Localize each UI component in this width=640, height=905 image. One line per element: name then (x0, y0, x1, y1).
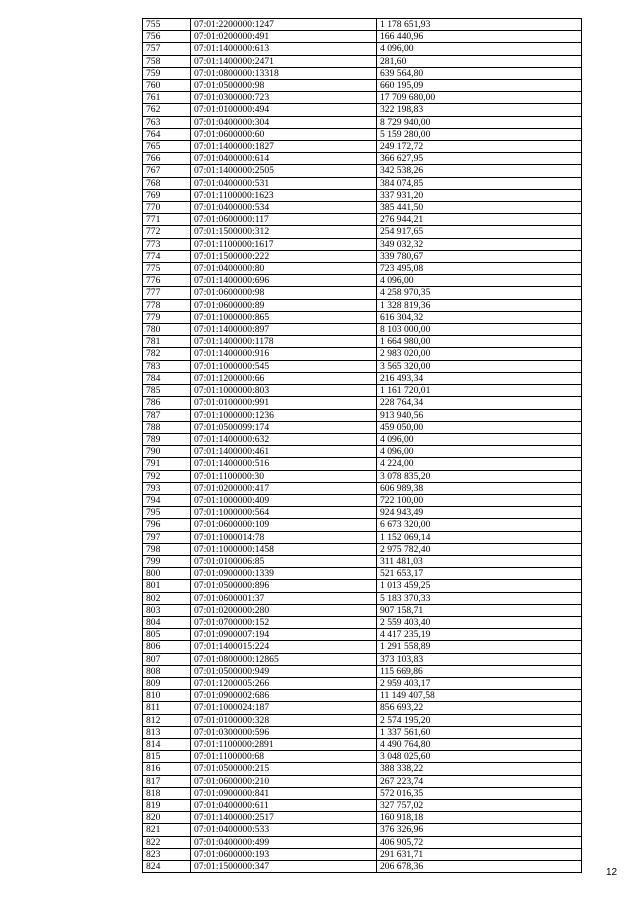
table-row (143, 702, 582, 714)
row-number: 767 (143, 165, 191, 177)
cadastral-number: 07:01:1400000:1178 (191, 336, 377, 348)
cadastral-number: 07:01:0400000:534 (191, 202, 377, 214)
table-row (143, 763, 582, 775)
row-number: 802 (143, 592, 191, 604)
row-number: 812 (143, 714, 191, 726)
table-row (143, 202, 582, 214)
table-row (143, 446, 582, 458)
cadastral-value: 3 565 320,00 (377, 360, 582, 372)
row-number: 789 (143, 433, 191, 445)
table-row (143, 165, 582, 177)
table-row (143, 421, 582, 433)
table-row (143, 214, 582, 226)
cadastral-value: 385 441,50 (377, 202, 582, 214)
table-row (143, 824, 582, 836)
cadastral-number: 07:01:0900000:841 (191, 787, 377, 799)
cadastral-number: 07:01:1000014:78 (191, 531, 377, 543)
cadastral-number: 07:01:0900007:194 (191, 629, 377, 641)
cadastral-number: 07:01:0100000:328 (191, 714, 377, 726)
row-number: 800 (143, 568, 191, 580)
row-number: 793 (143, 482, 191, 494)
cadastral-number: 07:01:1400000:613 (191, 43, 377, 55)
cadastral-number: 07:01:1500000:222 (191, 250, 377, 262)
cadastral-value: 924 943,49 (377, 507, 582, 519)
row-number: 783 (143, 360, 191, 372)
cadastral-value: 4 096,00 (377, 275, 582, 287)
row-number: 757 (143, 43, 191, 55)
cadastral-value: 267 223,74 (377, 775, 582, 787)
cadastral-number: 07:01:1000000:409 (191, 494, 377, 506)
cadastral-number: 07:01:0600000:89 (191, 299, 377, 311)
table-row (143, 128, 582, 140)
cadastral-number: 07:01:0600000:210 (191, 775, 377, 787)
table-row (143, 324, 582, 336)
cadastral-value: 2 975 782,40 (377, 543, 582, 555)
cadastral-number: 07:01:0500000:215 (191, 763, 377, 775)
cadastral-number: 07:01:0300000:596 (191, 726, 377, 738)
table-row (143, 43, 582, 55)
cadastral-number: 07:01:0700000:152 (191, 616, 377, 628)
cadastral-value: 4 096,00 (377, 446, 582, 458)
table-row (143, 177, 582, 189)
cadastral-value: 1 328 819,36 (377, 299, 582, 311)
row-number: 775 (143, 263, 191, 275)
table-row (143, 348, 582, 360)
cadastral-value: 1 664 980,00 (377, 336, 582, 348)
cadastral-number: 07:01:1400000:632 (191, 433, 377, 445)
cadastral-value: 322 198,83 (377, 104, 582, 116)
cadastral-value: 8 729 940,00 (377, 116, 582, 128)
row-number: 766 (143, 153, 191, 165)
table-row (143, 580, 582, 592)
row-number: 779 (143, 311, 191, 323)
cadastral-value: 281,60 (377, 55, 582, 67)
cadastral-number: 07:01:1200005:266 (191, 677, 377, 689)
table-row (143, 568, 582, 580)
cadastral-value: 459 050,00 (377, 421, 582, 433)
row-number: 756 (143, 31, 191, 43)
row-number: 763 (143, 116, 191, 128)
cadastral-number: 07:01:0500000:98 (191, 80, 377, 92)
cadastral-number: 07:01:2200000:1247 (191, 19, 377, 31)
row-number: 801 (143, 580, 191, 592)
cadastral-value: 4 490 764,80 (377, 738, 582, 750)
cadastral-number: 07:01:0400000:531 (191, 177, 377, 189)
cadastral-value: 311 481,03 (377, 555, 582, 567)
cadastral-number: 07:01:1400000:2471 (191, 55, 377, 67)
cadastral-value: 3 078 835,20 (377, 470, 582, 482)
cadastral-value: 1 013 459,25 (377, 580, 582, 592)
cadastral-number: 07:01:0600000:98 (191, 287, 377, 299)
table-row (143, 238, 582, 250)
cadastral-value: 572 016,35 (377, 787, 582, 799)
cadastral-number: 07:01:0400000:499 (191, 836, 377, 848)
row-number: 795 (143, 507, 191, 519)
row-number: 805 (143, 629, 191, 641)
row-number: 780 (143, 324, 191, 336)
row-number: 823 (143, 848, 191, 860)
row-number: 760 (143, 80, 191, 92)
table-row (143, 116, 582, 128)
cadastral-value: 723 495,08 (377, 263, 582, 275)
table-row (143, 55, 582, 67)
table-row (143, 848, 582, 860)
cadastral-number: 07:01:0200000:280 (191, 604, 377, 616)
row-number: 755 (143, 19, 191, 31)
cadastral-number: 07:01:1000000:1458 (191, 543, 377, 555)
table-row (143, 836, 582, 848)
row-number: 761 (143, 92, 191, 104)
row-number: 778 (143, 299, 191, 311)
table-row (143, 690, 582, 702)
table-body (143, 19, 582, 873)
cadastral-value: 4 258 970,35 (377, 287, 582, 299)
cadastral-value: 6 673 320,00 (377, 519, 582, 531)
table-row (143, 677, 582, 689)
cadastral-number: 07:01:0400000:611 (191, 800, 377, 812)
table-row (143, 104, 582, 116)
table-row (143, 92, 582, 104)
cadastral-number: 07:01:0800000:12865 (191, 653, 377, 665)
cadastral-number: 07:01:0200000:417 (191, 482, 377, 494)
cadastral-number: 07:01:1400000:1827 (191, 141, 377, 153)
table-row (143, 665, 582, 677)
row-number: 809 (143, 677, 191, 689)
row-number: 768 (143, 177, 191, 189)
row-number: 786 (143, 397, 191, 409)
table-row (143, 641, 582, 653)
cadastral-value: 8 103 000,00 (377, 324, 582, 336)
cadastral-number: 07:01:1100000:1623 (191, 189, 377, 201)
table-row (143, 189, 582, 201)
cadastral-value: 2 959 403,17 (377, 677, 582, 689)
row-number: 796 (143, 519, 191, 531)
cadastral-number: 07:01:0600000:109 (191, 519, 377, 531)
table-row (143, 507, 582, 519)
table-row (143, 812, 582, 824)
table-row (143, 80, 582, 92)
cadastral-number: 07:01:1000000:545 (191, 360, 377, 372)
row-number: 785 (143, 385, 191, 397)
row-number: 765 (143, 141, 191, 153)
cadastral-number: 07:01:1000000:1236 (191, 409, 377, 421)
page-number: 12 (606, 867, 618, 878)
row-number: 759 (143, 67, 191, 79)
table-row (143, 250, 582, 262)
cadastral-value: 1 337 561,60 (377, 726, 582, 738)
cadastral-number: 07:01:1000000:803 (191, 385, 377, 397)
table-row (143, 372, 582, 384)
cadastral-number: 07:01:0600000:117 (191, 214, 377, 226)
table-row (143, 19, 582, 31)
row-number: 774 (143, 250, 191, 262)
row-number: 790 (143, 446, 191, 458)
table-row (143, 726, 582, 738)
cadastral-number: 07:01:1100000:68 (191, 751, 377, 763)
table-row (143, 482, 582, 494)
cadastral-number: 07:01:1400000:461 (191, 446, 377, 458)
cadastral-number: 07:01:1400000:916 (191, 348, 377, 360)
row-number: 813 (143, 726, 191, 738)
cadastral-value: 254 917,65 (377, 226, 582, 238)
row-number: 792 (143, 470, 191, 482)
cadastral-value: 291 631,71 (377, 848, 582, 860)
cadastral-value: 384 074,85 (377, 177, 582, 189)
cadastral-number: 07:01:1400000:2505 (191, 165, 377, 177)
cadastral-value: 2 559 403,40 (377, 616, 582, 628)
table-row (143, 336, 582, 348)
cadastral-value: 616 304,32 (377, 311, 582, 323)
cadastral-value: 327 757,02 (377, 800, 582, 812)
cadastral-value: 115 669,86 (377, 665, 582, 677)
cadastral-value: 406 905,72 (377, 836, 582, 848)
row-number: 777 (143, 287, 191, 299)
cadastral-value: 228 764,34 (377, 397, 582, 409)
row-number: 811 (143, 702, 191, 714)
table-row (143, 543, 582, 555)
cadastral-number: 07:01:1000000:865 (191, 311, 377, 323)
row-number: 797 (143, 531, 191, 543)
row-number: 824 (143, 861, 191, 873)
cadastral-value: 856 693,22 (377, 702, 582, 714)
cadastral-value: 349 032,32 (377, 238, 582, 250)
cadastral-number: 07:01:1100000:2891 (191, 738, 377, 750)
cadastral-number: 07:01:1000024:187 (191, 702, 377, 714)
row-number: 781 (143, 336, 191, 348)
table-row (143, 385, 582, 397)
row-number: 770 (143, 202, 191, 214)
cadastral-value: 276 944,21 (377, 214, 582, 226)
cadastral-number: 07:01:0600000:193 (191, 848, 377, 860)
row-number: 788 (143, 421, 191, 433)
cadastral-value: 373 103,83 (377, 653, 582, 665)
table-row (143, 360, 582, 372)
cadastral-value: 17 709 680,00 (377, 92, 582, 104)
row-number: 787 (143, 409, 191, 421)
cadastral-number: 07:01:0400000:304 (191, 116, 377, 128)
row-number: 799 (143, 555, 191, 567)
table-row (143, 470, 582, 482)
cadastral-number: 07:01:0300000:723 (191, 92, 377, 104)
cadastral-number: 07:01:0500099:174 (191, 421, 377, 433)
cadastral-value: 249 172,72 (377, 141, 582, 153)
table-row (143, 616, 582, 628)
row-number: 810 (143, 690, 191, 702)
row-number: 807 (143, 653, 191, 665)
cadastral-value: 1 291 558,89 (377, 641, 582, 653)
table-row (143, 775, 582, 787)
table-row (143, 311, 582, 323)
cadastral-number: 07:01:0500000:949 (191, 665, 377, 677)
table-row (143, 714, 582, 726)
cadastral-value-table (142, 18, 582, 873)
cadastral-value: 1 178 651,93 (377, 19, 582, 31)
cadastral-number: 07:01:0400000:614 (191, 153, 377, 165)
cadastral-value: 388 338,22 (377, 763, 582, 775)
cadastral-number: 07:01:0600001:37 (191, 592, 377, 604)
table-row (143, 751, 582, 763)
cadastral-value: 2 574 195,20 (377, 714, 582, 726)
table-row (143, 141, 582, 153)
cadastral-value: 206 678,36 (377, 861, 582, 873)
table-row (143, 409, 582, 421)
row-number: 816 (143, 763, 191, 775)
table-row (143, 153, 582, 165)
row-number: 822 (143, 836, 191, 848)
row-number: 758 (143, 55, 191, 67)
row-number: 798 (143, 543, 191, 555)
cadastral-number: 07:01:1500000:347 (191, 861, 377, 873)
row-number: 782 (143, 348, 191, 360)
cadastral-number: 07:01:1400000:2517 (191, 812, 377, 824)
row-number: 772 (143, 226, 191, 238)
row-number: 815 (143, 751, 191, 763)
table-row (143, 287, 582, 299)
table-row (143, 555, 582, 567)
cadastral-value: 660 195,09 (377, 80, 582, 92)
cadastral-value: 606 989,38 (377, 482, 582, 494)
row-number: 769 (143, 189, 191, 201)
table-row (143, 653, 582, 665)
cadastral-value: 4 224,00 (377, 458, 582, 470)
cadastral-number: 07:01:1200000:66 (191, 372, 377, 384)
table-row (143, 787, 582, 799)
cadastral-number: 07:01:0400000:80 (191, 263, 377, 275)
cadastral-value: 339 780,67 (377, 250, 582, 262)
row-number: 794 (143, 494, 191, 506)
cadastral-value: 11 149 407,58 (377, 690, 582, 702)
table-row (143, 861, 582, 873)
cadastral-number: 07:01:0900000:1339 (191, 568, 377, 580)
table-row (143, 604, 582, 616)
row-number: 776 (143, 275, 191, 287)
cadastral-number: 07:01:0100006:85 (191, 555, 377, 567)
cadastral-number: 07:01:1400000:696 (191, 275, 377, 287)
cadastral-value: 337 931,20 (377, 189, 582, 201)
row-number: 773 (143, 238, 191, 250)
cadastral-number: 07:01:1400000:516 (191, 458, 377, 470)
cadastral-number: 07:01:1100000:30 (191, 470, 377, 482)
cadastral-number: 07:01:0100000:991 (191, 397, 377, 409)
cadastral-value: 1 152 069,14 (377, 531, 582, 543)
cadastral-number: 07:01:0800000:13318 (191, 67, 377, 79)
table-row (143, 397, 582, 409)
cadastral-value: 4 417 235,19 (377, 629, 582, 641)
row-number: 762 (143, 104, 191, 116)
cadastral-number: 07:01:1500000:312 (191, 226, 377, 238)
cadastral-number: 07:01:1100000:1617 (191, 238, 377, 250)
table-row (143, 738, 582, 750)
row-number: 791 (143, 458, 191, 470)
cadastral-value: 5 159 280,00 (377, 128, 582, 140)
cadastral-number: 07:01:1000000:564 (191, 507, 377, 519)
table-row (143, 433, 582, 445)
table-row (143, 629, 582, 641)
cadastral-value: 4 096,00 (377, 433, 582, 445)
table-row (143, 67, 582, 79)
cadastral-value: 166 440,96 (377, 31, 582, 43)
cadastral-value: 2 983 020,00 (377, 348, 582, 360)
table-row (143, 263, 582, 275)
cadastral-value: 3 048 025,60 (377, 751, 582, 763)
cadastral-value: 5 183 370,33 (377, 592, 582, 604)
row-number: 803 (143, 604, 191, 616)
table-row (143, 592, 582, 604)
row-number: 814 (143, 738, 191, 750)
row-number: 806 (143, 641, 191, 653)
cadastral-value: 4 096,00 (377, 43, 582, 55)
cadastral-value: 521 653,17 (377, 568, 582, 580)
row-number: 819 (143, 800, 191, 812)
row-number: 820 (143, 812, 191, 824)
row-number: 817 (143, 775, 191, 787)
cadastral-number: 07:01:0600000:60 (191, 128, 377, 140)
row-number: 818 (143, 787, 191, 799)
cadastral-value: 160 918,18 (377, 812, 582, 824)
table-row (143, 226, 582, 238)
cadastral-value: 216 493,34 (377, 372, 582, 384)
table-row (143, 494, 582, 506)
cadastral-value: 639 564,80 (377, 67, 582, 79)
cadastral-value: 722 100,00 (377, 494, 582, 506)
row-number: 821 (143, 824, 191, 836)
row-number: 784 (143, 372, 191, 384)
cadastral-value: 376 326,96 (377, 824, 582, 836)
cadastral-number: 07:01:0100000:494 (191, 104, 377, 116)
cadastral-number: 07:01:0500000:896 (191, 580, 377, 592)
cadastral-number: 07:01:0900002:686 (191, 690, 377, 702)
row-number: 808 (143, 665, 191, 677)
table-row (143, 458, 582, 470)
table-row (143, 31, 582, 43)
cadastral-value: 1 161 720,01 (377, 385, 582, 397)
table-row (143, 519, 582, 531)
table-row (143, 531, 582, 543)
cadastral-number: 07:01:0400000:533 (191, 824, 377, 836)
cadastral-number: 07:01:1400015:224 (191, 641, 377, 653)
row-number: 804 (143, 616, 191, 628)
row-number: 764 (143, 128, 191, 140)
table-row (143, 275, 582, 287)
cadastral-value: 907 158,71 (377, 604, 582, 616)
table-row (143, 299, 582, 311)
cadastral-value: 913 940,56 (377, 409, 582, 421)
cadastral-number: 07:01:1400000:897 (191, 324, 377, 336)
table-row (143, 800, 582, 812)
row-number: 771 (143, 214, 191, 226)
cadastral-number: 07:01:0200000:491 (191, 31, 377, 43)
cadastral-value: 342 538,26 (377, 165, 582, 177)
cadastral-value: 366 627,95 (377, 153, 582, 165)
